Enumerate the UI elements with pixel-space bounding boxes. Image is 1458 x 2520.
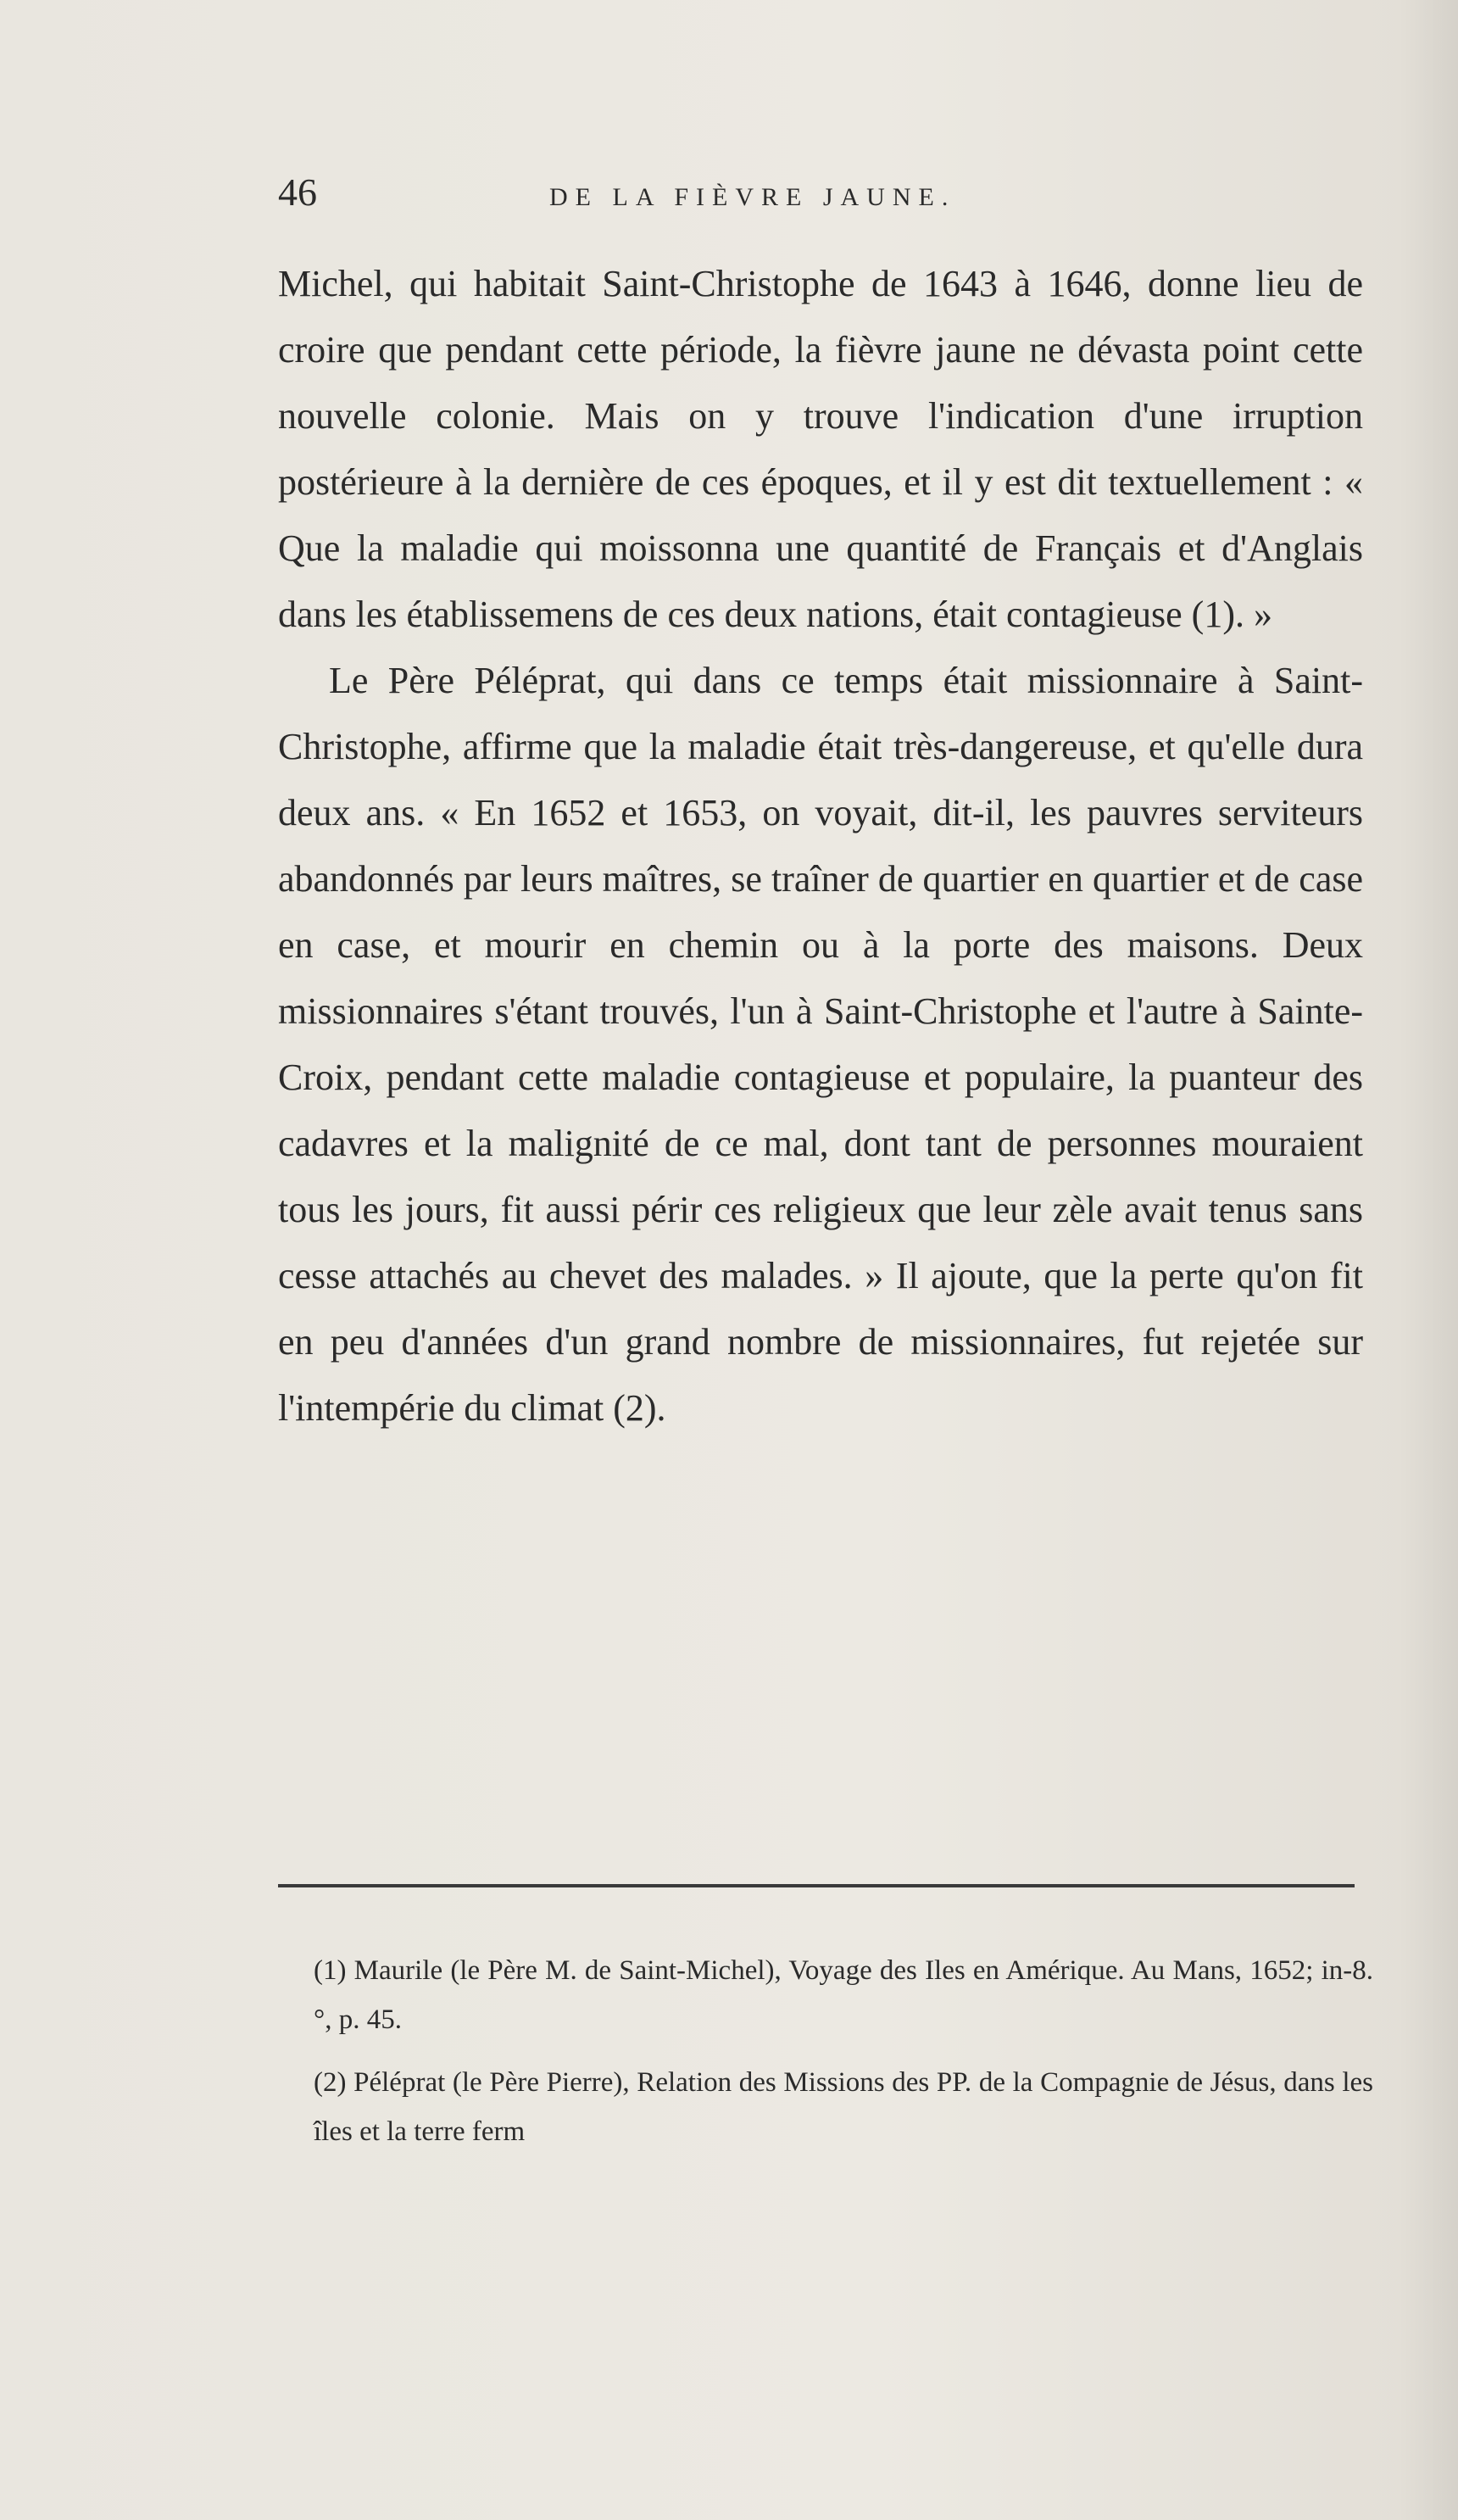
page-number: 46	[278, 170, 317, 214]
footnotes	[314, 1946, 1373, 2170]
page-edge-shadow	[1399, 0, 1458, 2520]
paragraph-2: Le Père Péléprat, qui dans ce temps était missionnaire à Saint-Christophe, affirme que la maladie était très-dangereuse, et qu'elle dura deux ans. « En 1652 et 1653, on voyait, dit-il, les pauvres serviteurs abandonnés par leurs maîtres, se traîner de quartier en quartier et de case en case, et mourir en chemin ou à la porte des maisons. Deux missionnaires s'étant trouvés, l'un à Saint-Christophe et l'autre à Sainte-Croix, pendant cette maladie contagieuse et populaire, la puanteur des cadavres et la malignité de ce mal, dont tant de personnes mouraient tous les jours, fit aussi périr ces religieux que leur zèle avait tenus sans cesse attachés au chevet des malades. » Il ajoute, que la perte qu'on fit en peu d'années d'un grand nombre de missionnaires, fut rejetée sur l'intempérie du climat (2).	[278, 660, 1363, 1429]
running-head	[278, 170, 1363, 220]
footnote-1-marker: (1)	[314, 1955, 347, 1986]
footnote-2	[314, 2058, 1373, 2156]
footnote-2-marker: (2)	[314, 2067, 347, 2098]
footnote-1-text: Maurile (le Père M. de Saint-Michel), Voyage des Iles en Amérique. Au Mans, 1652; in-8.°, p. 45.	[314, 1955, 1373, 2035]
footnote-2-text: Péléprat (le Père Pierre), Relation des Missions des PP. de la Compagnie de Jésus, dans les îles et la terre ferm	[314, 2067, 1374, 2147]
footnote-1	[314, 1946, 1373, 2044]
running-title: DE LA FIÈVRE JAUNE.	[549, 183, 956, 211]
body-text	[278, 251, 1363, 1441]
paragraph-1: Michel, qui habitait Saint-Christophe de 1643 à 1646, donne lieu de croire que pendant cette période, la fièvre jaune ne dévasta point cette nouvelle colonie. Mais on y trouve l'indication d'une irruption postérieure à la dernière de ces époques, et il y est dit textuellement : « Que la maladie qui moissonna une quantité de Français et d'Anglais dans les établissemens de ces deux nations, était contagieuse (1). »	[278, 263, 1363, 635]
footnote-rule	[278, 1884, 1355, 1887]
